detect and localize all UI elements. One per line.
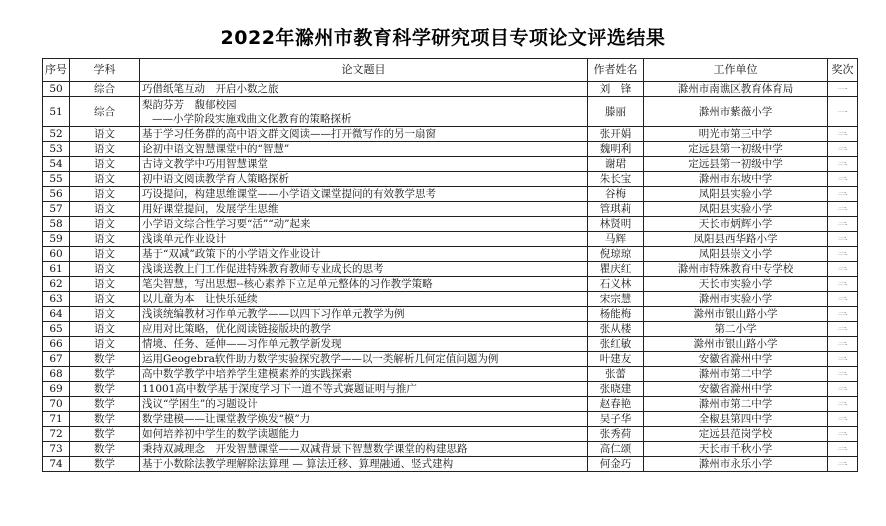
cell-no: 53 — [43, 142, 70, 157]
cell-subject: 数学 — [70, 382, 140, 397]
cell-paper-title — [140, 97, 588, 127]
award-text: 二 — [837, 416, 848, 422]
award-text: 二 — [837, 281, 848, 287]
cell-subject: 语文 — [70, 337, 140, 352]
cell-award — [828, 277, 858, 292]
cell-no: 59 — [43, 232, 70, 247]
paper-subtitle-text: ——小学阶段实施戏曲文化教育的策略探析 — [152, 112, 352, 125]
cell-subject: 数学 — [70, 442, 140, 457]
cell-award — [828, 352, 858, 367]
award-text: 一 — [837, 86, 848, 92]
cell-subject: 数学 — [70, 352, 140, 367]
cell-unit: 滁州市银山路小学 — [644, 307, 828, 322]
cell-subject: 语文 — [70, 127, 140, 142]
cell-no: 73 — [43, 442, 70, 457]
cell-subject: 语文 — [70, 322, 140, 337]
cell-unit: 滁州市实验小学 — [644, 292, 828, 307]
table-row — [43, 352, 858, 367]
header-row — [43, 59, 858, 82]
cell-paper-title — [140, 307, 588, 322]
cell-author: 高仁颂 — [588, 442, 644, 457]
table-row — [43, 232, 858, 247]
cell-author: 瞿庆红 — [588, 262, 644, 277]
table-row — [43, 307, 858, 322]
cell-subject: 数学 — [70, 457, 140, 472]
award-text: 二 — [837, 131, 848, 137]
cell-paper-title — [140, 427, 588, 442]
award-text: 二 — [837, 341, 848, 347]
cell-no: 63 — [43, 292, 70, 307]
cell-paper-title — [140, 367, 588, 382]
cell-paper-title — [140, 277, 588, 292]
cell-award — [828, 97, 858, 127]
table-row — [43, 217, 858, 232]
cell-award — [828, 232, 858, 247]
paper-title-text: 数学建模——让课堂教学焕发“模”力 — [142, 413, 311, 425]
paper-title-text: 应用对比策略，优化阅读链接版块的教学 — [142, 323, 331, 335]
table-header — [43, 59, 858, 82]
cell-author: 张红敏 — [588, 337, 644, 352]
cell-no: 72 — [43, 427, 70, 442]
cell-subject: 数学 — [70, 412, 140, 427]
cell-unit: 定远县范岗学校 — [644, 427, 828, 442]
cell-no: 65 — [43, 322, 70, 337]
table-row — [43, 367, 858, 382]
cell-author: 何金巧 — [588, 457, 644, 472]
award-text: 二 — [837, 371, 848, 377]
cell-author: 宋宗慧 — [588, 292, 644, 307]
cell-paper-title — [140, 127, 588, 142]
cell-award — [828, 127, 858, 142]
award-text: 二 — [837, 461, 848, 467]
cell-paper-title — [140, 217, 588, 232]
paper-title-text: 用好课堂提问，发展学生思维 — [142, 203, 279, 215]
cell-no: 62 — [43, 277, 70, 292]
cell-unit: 明光市第三中学 — [644, 127, 828, 142]
cell-paper-title — [140, 322, 588, 337]
table-row — [43, 187, 858, 202]
cell-unit: 安徽省滁州中学 — [644, 352, 828, 367]
table-row — [43, 97, 858, 127]
header-subject: 学科 — [70, 59, 140, 82]
cell-author: 马辉 — [588, 232, 644, 247]
cell-subject: 语文 — [70, 232, 140, 247]
paper-title-text: 古诗文教学中巧用智慧课堂 — [142, 158, 268, 170]
table-row — [43, 142, 858, 157]
cell-no: 74 — [43, 457, 70, 472]
cell-author: 倪琼琼 — [588, 247, 644, 262]
table-row — [43, 442, 858, 457]
award-text: 二 — [837, 236, 848, 242]
award-text: 二 — [837, 176, 848, 182]
table-row — [43, 397, 858, 412]
cell-subject: 语文 — [70, 247, 140, 262]
award-text: 二 — [837, 251, 848, 257]
paper-title-text: 以儿童为本 让快乐延续 — [142, 293, 258, 305]
cell-paper-title — [140, 412, 588, 427]
table-body — [43, 82, 858, 472]
cell-no: 50 — [43, 82, 70, 97]
cell-author: 魏明利 — [588, 142, 644, 157]
table-row — [43, 157, 858, 172]
cell-paper-title — [140, 232, 588, 247]
cell-paper-title — [140, 442, 588, 457]
paper-title-text: 小学语文综合性学习要“活”“动”起来 — [142, 218, 311, 230]
award-text: 二 — [837, 431, 848, 437]
cell-paper-title — [140, 172, 588, 187]
cell-unit: 滁州市东坡中学 — [644, 172, 828, 187]
table-row — [43, 277, 858, 292]
cell-no: 68 — [43, 367, 70, 382]
cell-author: 张晓建 — [588, 382, 644, 397]
cell-no: 58 — [43, 217, 70, 232]
award-text: 二 — [837, 191, 848, 197]
cell-subject: 语文 — [70, 307, 140, 322]
cell-unit: 天长市实验小学 — [644, 277, 828, 292]
paper-title-text: 11001高中数学基于深度学习下一道不等式赛题证明与推广 — [142, 383, 417, 395]
cell-subject: 语文 — [70, 292, 140, 307]
header-author: 作者姓名 — [588, 59, 644, 82]
cell-author: 杨能梅 — [588, 307, 644, 322]
cell-award — [828, 457, 858, 472]
award-text: 二 — [837, 326, 848, 332]
paper-title-text: 如何培养初中学生的数学读题能力 — [142, 428, 300, 440]
header-unit: 工作单位 — [644, 59, 828, 82]
table-row — [43, 202, 858, 217]
award-text: 二 — [837, 206, 848, 212]
cell-author: 谷梅 — [588, 187, 644, 202]
cell-no: 56 — [43, 187, 70, 202]
cell-unit: 滁州市永乐小学 — [644, 457, 828, 472]
cell-subject: 语文 — [70, 277, 140, 292]
cell-no: 60 — [43, 247, 70, 262]
cell-subject: 数学 — [70, 427, 140, 442]
cell-award — [828, 397, 858, 412]
results-table — [42, 58, 858, 472]
cell-unit: 滁州市紫薇小学 — [644, 97, 828, 127]
paper-title-text: 浅议“学困生”的习题设计 — [142, 398, 258, 410]
table-row — [43, 322, 858, 337]
cell-no: 70 — [43, 397, 70, 412]
table-row — [43, 262, 858, 277]
paper-title-text: 巧借纸笔互动 开启小数之旅 — [142, 83, 279, 95]
award-text: 二 — [837, 401, 848, 407]
award-text: 二 — [837, 266, 848, 272]
cell-award — [828, 157, 858, 172]
paper-title-text: 高中数学教学中培养学生建模素养的实践探索 — [142, 368, 352, 380]
cell-author: 林贤明 — [588, 217, 644, 232]
cell-award — [828, 172, 858, 187]
cell-unit: 天长市千秋小学 — [644, 442, 828, 457]
cell-unit: 凤阳县西华路小学 — [644, 232, 828, 247]
cell-unit: 滁州市特殊教育中专学校 — [644, 262, 828, 277]
paper-title-text: 笔尖智慧，写出思想--核心素养下立足单元整体的习作教学策略 — [142, 278, 433, 290]
table-row — [43, 412, 858, 427]
cell-subject: 语文 — [70, 202, 140, 217]
award-text: 二 — [837, 161, 848, 167]
cell-award — [828, 247, 858, 262]
cell-award — [828, 307, 858, 322]
cell-unit: 凤阳县崇文小学 — [644, 247, 828, 262]
cell-author: 石义林 — [588, 277, 644, 292]
cell-no: 52 — [43, 127, 70, 142]
award-text: 二 — [837, 221, 848, 227]
cell-no: 67 — [43, 352, 70, 367]
cell-no: 69 — [43, 382, 70, 397]
paper-title-text: 基于“双减”政策下的小学语文作业设计 — [142, 248, 321, 260]
cell-author: 张蕾 — [588, 367, 644, 382]
paper-title-text: 秉持双减理念 开发智慧课堂——双减背景下智慧数学课堂的构建思路 — [142, 443, 468, 455]
cell-unit: 第二小学 — [644, 322, 828, 337]
cell-no: 55 — [43, 172, 70, 187]
paper-title-text: 浅谈送教上门工作促进特殊教育教师专业成长的思考 — [142, 263, 384, 275]
table-row — [43, 427, 858, 442]
cell-author: 张从楼 — [588, 322, 644, 337]
cell-paper-title — [140, 337, 588, 352]
cell-unit: 全椒县第四中学 — [644, 412, 828, 427]
cell-no: 61 — [43, 262, 70, 277]
cell-paper-title — [140, 187, 588, 202]
award-text: 一 — [837, 109, 848, 114]
cell-author: 叶建友 — [588, 352, 644, 367]
cell-author: 朱长宝 — [588, 172, 644, 187]
cell-author: 吴子华 — [588, 412, 644, 427]
paper-title-text: 梨韵芬芳 馥郁校园 — [142, 98, 237, 111]
award-text: 二 — [837, 386, 848, 392]
cell-author: 张开娟 — [588, 127, 644, 142]
header-no: 序号 — [43, 59, 70, 82]
cell-award — [828, 202, 858, 217]
cell-unit: 定远县第一初级中学 — [644, 142, 828, 157]
cell-subject: 语文 — [70, 142, 140, 157]
cell-award — [828, 217, 858, 232]
cell-unit: 滁州市银山路小学 — [644, 337, 828, 352]
cell-unit: 滁州市第二中学 — [644, 367, 828, 382]
award-text: 二 — [837, 146, 848, 152]
cell-award — [828, 367, 858, 382]
cell-award — [828, 412, 858, 427]
cell-paper-title — [140, 457, 588, 472]
cell-award — [828, 292, 858, 307]
table-row — [43, 127, 858, 142]
cell-subject: 语文 — [70, 157, 140, 172]
cell-paper-title — [140, 247, 588, 262]
paper-title-text: 初中语文阅读教学育人策略探析 — [142, 173, 289, 185]
cell-unit: 天长市炳辉小学 — [644, 217, 828, 232]
cell-unit: 滁州市南谯区教育体育局 — [644, 82, 828, 97]
cell-award — [828, 187, 858, 202]
cell-award — [828, 427, 858, 442]
cell-no: 64 — [43, 307, 70, 322]
cell-paper-title — [140, 352, 588, 367]
cell-paper-title — [140, 292, 588, 307]
cell-award — [828, 262, 858, 277]
paper-title-text: 运用Geogebra软件助力数学实验探究教学——以一类解析几何定值问题为例 — [142, 353, 499, 365]
table-row — [43, 247, 858, 262]
table-row — [43, 337, 858, 352]
cell-award — [828, 382, 858, 397]
cell-unit: 定远县第一初级中学 — [644, 157, 828, 172]
cell-subject: 语文 — [70, 187, 140, 202]
award-text: 二 — [837, 296, 848, 302]
cell-paper-title — [140, 202, 588, 217]
cell-paper-title — [140, 382, 588, 397]
cell-paper-title — [140, 82, 588, 97]
table-row — [43, 172, 858, 187]
cell-unit: 凤阳县实验小学 — [644, 202, 828, 217]
paper-title-text: 浅谈统编教材习作单元教学——以四下习作单元教学为例 — [142, 308, 405, 320]
cell-author: 管琪莉 — [588, 202, 644, 217]
cell-author: 刘 锋 — [588, 82, 644, 97]
cell-subject: 数学 — [70, 367, 140, 382]
cell-author: 赵春艳 — [588, 397, 644, 412]
cell-subject: 综合 — [70, 97, 140, 127]
table-row — [43, 82, 858, 97]
table-row — [43, 457, 858, 472]
cell-paper-title — [140, 397, 588, 412]
page-title: 2022年滁州市教育科学研究项目专项论文评选结果 — [220, 27, 666, 49]
cell-award — [828, 82, 858, 97]
paper-title-text: 巧设提问，构建思维课堂——小学语文课堂提问的有效教学思考 — [142, 188, 436, 200]
header-paper-title: 论文题目 — [140, 59, 588, 82]
cell-paper-title — [140, 262, 588, 277]
cell-unit: 凤阳县实验小学 — [644, 187, 828, 202]
cell-unit: 安徽省滁州中学 — [644, 382, 828, 397]
cell-paper-title — [140, 157, 588, 172]
cell-paper-title — [140, 142, 588, 157]
cell-subject: 语文 — [70, 262, 140, 277]
cell-subject: 数学 — [70, 397, 140, 412]
paper-title-text: 浅谈单元作业设计 — [142, 233, 226, 245]
paper-title-text: 基于小数除法教学理解除法算理 — 算法迁移、算理融通、竖式建构 — [142, 458, 454, 470]
cell-author: 谢珺 — [588, 157, 644, 172]
paper-title-text: 论初中语文智慧课堂中的“智慧” — [142, 143, 290, 155]
cell-unit: 滁州市第二中学 — [644, 397, 828, 412]
cell-subject: 语文 — [70, 217, 140, 232]
cell-award — [828, 337, 858, 352]
cell-author: 张秀荷 — [588, 427, 644, 442]
cell-subject: 综合 — [70, 82, 140, 97]
table-row — [43, 382, 858, 397]
table-row — [43, 292, 858, 307]
cell-no: 66 — [43, 337, 70, 352]
cell-author: 滕丽 — [588, 97, 644, 127]
cell-subject: 语文 — [70, 172, 140, 187]
paper-title-text: 情境、任务、延伸——习作单元教学新发现 — [142, 338, 342, 350]
award-text: 二 — [837, 311, 848, 317]
cell-no: 57 — [43, 202, 70, 217]
paper-title-text: 基于学习任务群的高中语文群文阅读——打开微写作的另一扇窗 — [142, 128, 436, 140]
cell-no: 51 — [43, 97, 70, 127]
cell-no: 54 — [43, 157, 70, 172]
cell-award — [828, 442, 858, 457]
award-text: 二 — [837, 356, 848, 362]
cell-no: 71 — [43, 412, 70, 427]
award-text: 二 — [837, 446, 848, 452]
cell-award — [828, 142, 858, 157]
header-award: 奖次 — [828, 59, 858, 82]
cell-award — [828, 322, 858, 337]
